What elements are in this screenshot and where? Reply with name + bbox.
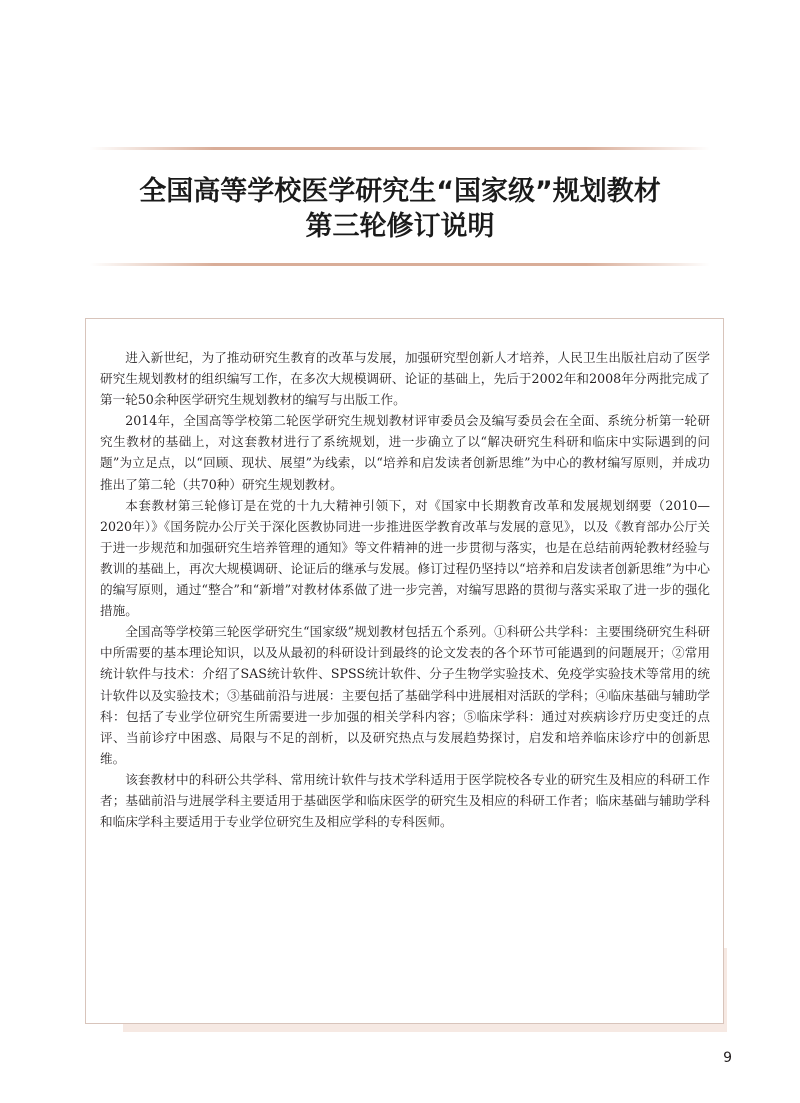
top-decorative-rule <box>90 147 710 150</box>
body-text <box>100 347 710 832</box>
page-title-line-1: 全国高等学校医学研究生“国家级”规划教材 <box>139 176 661 207</box>
bottom-decorative-rule <box>90 263 710 266</box>
paragraph-5: 该套教材中的科研公共学科、常用统计软件与技术学科适用于医学院校各专业的研究生及相应的科研工作者；基础前沿与进展学科主要适用于基础医学和临床医学的研究生及相应的科研工作者；临床基础与辅助学科和临床学科主要适用于专业学位研究生及相应学科的专科医师。 <box>100 771 710 830</box>
paragraph-1: 进入新世纪，为了推动研究生教育的改革与发展，加强研究型创新人才培养，人民卫生出版社启动了医学研究生规划教材的组织编写工作，在多次大规模调研、论证的基础上，先后于2002年和2008年分两批完成了第一轮50余种医学研究生规划教材的编写与出版工作。 <box>100 350 710 408</box>
paragraph-2: 2014年，全国高等学校第二轮医学研究生规划教材评审委员会及编写委员会在全面、系统分析第一轮研究生教材的基础上，对这套教材进行了系统规划，进一步确立了以“解决研究生科研和临床中实际遇到的问题”为立足点，以“回顾、现状、展望”为线索，以“培养和启发读者创新思维”为中心的教材编写原则，并成功推出了第二轮（共70种）研究生规划教材。 <box>100 413 710 492</box>
page-number: 9 <box>723 1050 732 1066</box>
paragraph-4: 全国高等学校第三轮医学研究生“国家级”规划教材包括五个系列。①科研公共学科：主要围绕研究生科研中所需要的基本理论知识，以及从最初的科研设计到最终的论文发表的各个环节可能遇到的问题展开；②常用统计软件与技术：介绍了SAS统计软件、SPSS统计软件、分子生物学实验技术、免疫学实验技术等常用的统计软件以及实验技术；③基础前沿与进展：主要包括了基础学科中进展相对活跃的学科；④临床基础与辅助学科：包括了专业学位研究生所需要进一步加强的相关学科内容；⑤临床学科：通过对疾病诊疗历史变迁的点评、当前诊疗中困惑、局限与不足的剖析，以及研究热点与发展趋势探讨，启发和培养临床诊疗中的创新思维。 <box>100 624 710 766</box>
paragraph-3: 本套教材第三轮修订是在党的十九大精神引领下，对《国家中长期教育改革和发展规划纲要（2010—2020年）》《国务院办公厅关于深化医教协同进一步推进医学教育改革与发展的意见》，以及《教育部办公厅关于进一步规范和加强研究生培养管理的通知》等文件精神的进一步贯彻与落实，也是在总结前两轮教材经验与教训的基础上，再次大规模调研、论证后的继承与发展。修订过程仍坚持以“培养和启发读者创新思维”为中心的编写原则，通过“整合”和“新增”对教材体系做了进一步完善，对编写思路的贯彻与落实采取了进一步的强化措施。 <box>100 497 710 619</box>
page-title-line-2: 第三轮修订说明 <box>305 211 495 242</box>
